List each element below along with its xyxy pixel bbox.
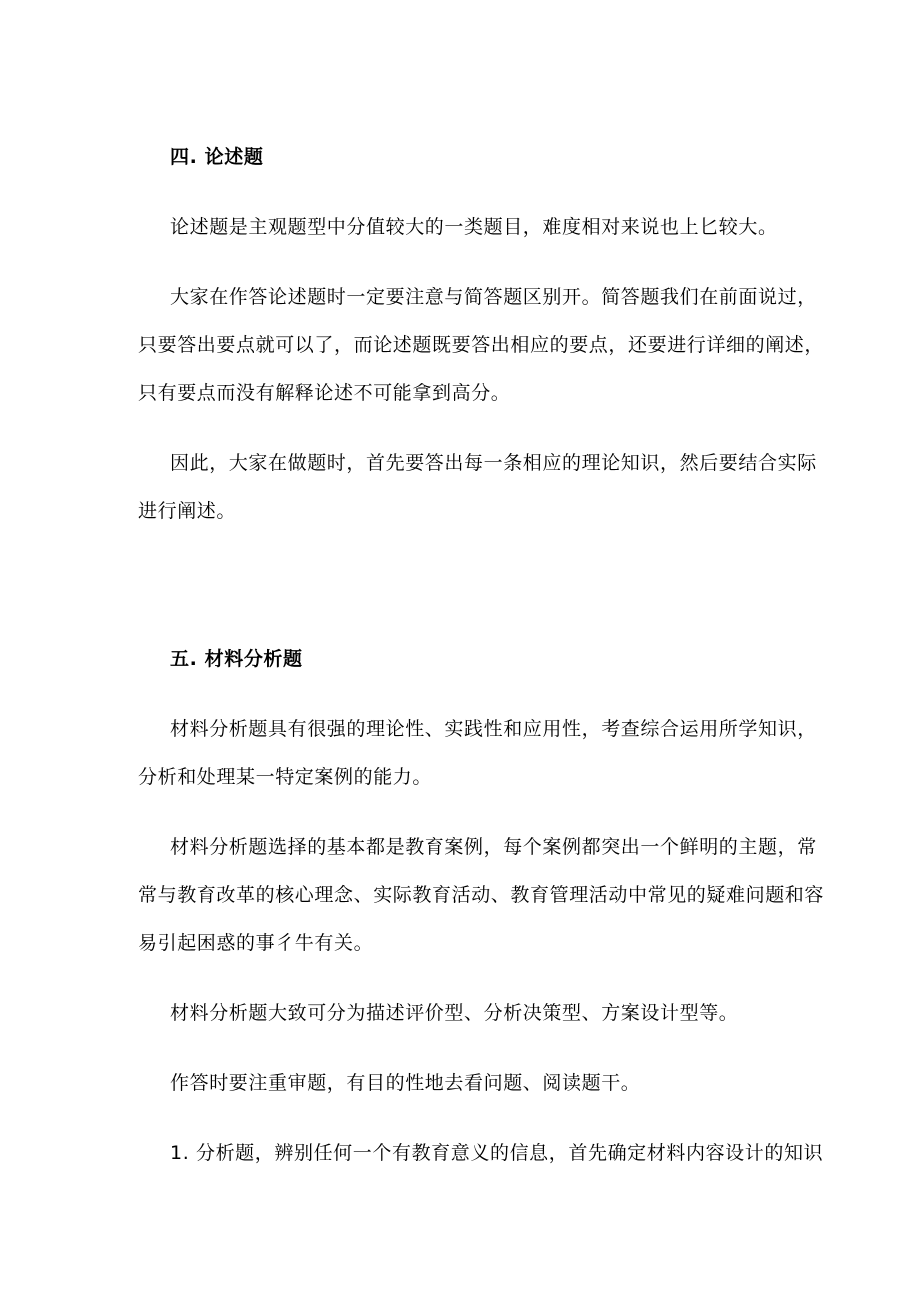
section-4-heading: 四. 论述题 bbox=[170, 146, 264, 168]
section-4-paragraph-2-line-1: 大家在作答论述题时一定要注意与简答题区别开。简答题我们在前面说过， bbox=[170, 286, 817, 308]
section-5-paragraph-5-line-1: 1. 分析题，辨别任何一个有教育意义的信息，首先确定材料内容设计的知识 bbox=[170, 1142, 824, 1164]
section-5-paragraph-3-line-1: 材料分析题大致可分为描述评价型、分析决策型、方案设计型等。 bbox=[170, 1002, 739, 1024]
section-5-paragraph-2-line-3: 易引起困惑的事彳牛有关。 bbox=[138, 932, 374, 954]
section-4-paragraph-3-line-1: 因此，大家在做题时，首先要答出每一条相应的理论知识，然后要结合实际 bbox=[170, 452, 817, 474]
section-4-paragraph-1-line-1: 论述题是主观题型中分值较大的一类题目，难度相对来说也上匕较大。 bbox=[170, 216, 778, 238]
section-5-paragraph-4-line-1: 作答时要注重审题，有目的性地去看问题、阅读题干。 bbox=[170, 1072, 641, 1094]
section-5-paragraph-2-line-2: 常与教育改革的核心理念、实际教育活动、教育管理活动中常见的疑难问题和容 bbox=[138, 884, 825, 906]
section-4-paragraph-3-line-2: 进行阐述。 bbox=[138, 500, 237, 522]
section-5-paragraph-2-line-1: 材料分析题选择的基本都是教育案例，每个案例都突出一个鲜明的主题，常 bbox=[170, 836, 817, 858]
section-5-paragraph-1-line-1: 材料分析题具有很强的理论性、实践性和应用性，考查综合运用所学知识， bbox=[170, 718, 817, 740]
section-4-paragraph-2-line-3: 只有要点而没有解释论述不可能拿到高分。 bbox=[138, 382, 511, 404]
section-5-paragraph-1-line-2: 分析和处理某一特定案例的能力。 bbox=[138, 766, 433, 788]
section-4-paragraph-2-line-2: 只要答出要点就可以了，而论述题既要答出相应的要点，还要进行详细的阐述， bbox=[138, 334, 825, 356]
section-5-heading: 五. 材料分析题 bbox=[170, 648, 303, 670]
